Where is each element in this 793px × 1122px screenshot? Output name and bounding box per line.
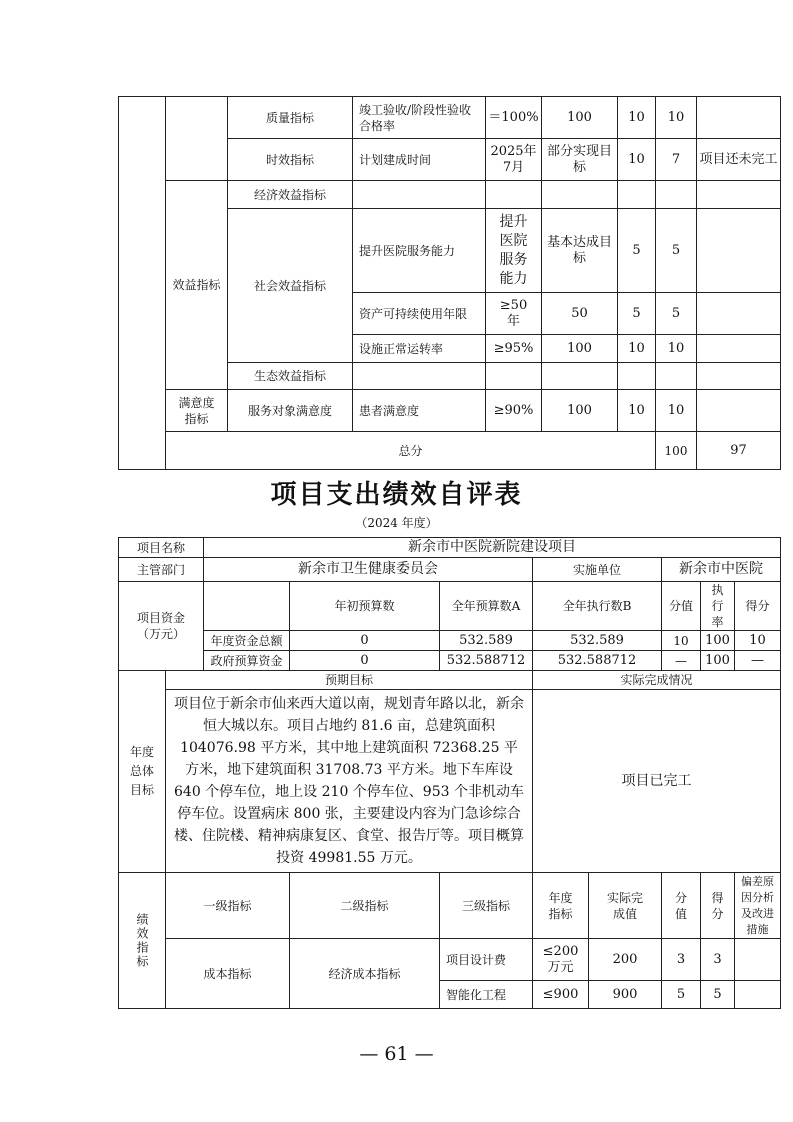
target-cell: ＝100%: [486, 97, 542, 139]
table-row: [119, 690, 781, 873]
blank-cell: [697, 363, 781, 390]
blank-cell: [697, 335, 781, 363]
score-cell: 10: [656, 335, 697, 363]
fund-score: 10: [735, 631, 781, 651]
score-cell: 5: [701, 981, 735, 1009]
level3-cell: 资产可持续使用年限: [353, 293, 486, 335]
score-cell: 7: [656, 139, 697, 181]
table-row: [119, 671, 781, 690]
table-row: [119, 939, 781, 981]
deviation-header: 偏差原因分析及改进措施: [735, 873, 781, 939]
note-cell: [697, 97, 781, 139]
score-cell: 10: [656, 390, 697, 432]
score-header: 得分: [735, 582, 781, 631]
table-row: [119, 432, 781, 470]
blank-cell: [542, 181, 618, 209]
project-name: 新余市中医院新院建设项目: [204, 538, 781, 558]
annual-goal-label: 年度总体目标: [119, 671, 166, 873]
score-cell: 10: [656, 97, 697, 139]
annual-budget-header: 全年预算数A: [440, 582, 533, 631]
weight-header: 分值: [662, 873, 701, 939]
fund-initial: 0: [290, 651, 440, 671]
actual-cell: 200: [589, 939, 662, 981]
table-row: [119, 631, 781, 651]
table-row: [119, 651, 781, 671]
level1-header: 一级指标: [166, 873, 290, 939]
economic-benefit-label: 经济效益指标: [228, 181, 353, 209]
actual-cell: 100: [542, 97, 618, 139]
initial-budget-header: 年初预算数: [290, 582, 440, 631]
unit-label: 实施单位: [533, 558, 662, 582]
note-cell: 项目还未完工: [697, 139, 781, 181]
target-cell: 提升医院服务能力: [486, 209, 542, 293]
fund-rate: 100: [701, 631, 735, 651]
expected-goal-header: 预期目标: [166, 671, 533, 690]
benefit-indicator-label: 效益指标: [166, 181, 228, 390]
target-cell: ≥50年: [486, 293, 542, 335]
blank-cell: [353, 181, 486, 209]
upper-performance-table: [118, 96, 781, 470]
blank-cell: [353, 363, 486, 390]
actual-cell: 100: [542, 335, 618, 363]
perf-indicator-label: 绩效指标: [119, 873, 166, 1009]
blank-cell: [486, 181, 542, 209]
annual-target-header: 年度指标: [533, 873, 589, 939]
level3-cell: 智能化工程: [440, 981, 533, 1009]
blank-cell: [166, 97, 228, 181]
blank-cell: [735, 939, 781, 981]
page-title: 项目支出绩效自评表: [270, 480, 523, 510]
self-evaluation-table: [118, 537, 781, 1009]
table-row: [119, 390, 781, 432]
fund-executed: 532.588712: [533, 651, 662, 671]
actual-cell: 部分实现目标: [542, 139, 618, 181]
economic-cost-label: 经济成本指标: [290, 939, 440, 1009]
dept-label: 主管部门: [119, 558, 204, 582]
score-cell: 5: [656, 209, 697, 293]
weight-cell: 5: [662, 981, 701, 1009]
goal-description: 项目位于新余市仙来西大道以南，规划青年路以北，新余恒大城以东。项目占地约 81.6 亩，总建筑面积 104076.98 平方米，其中地上建筑面积 72368.25 平方米，地下建筑面积 31708.73 平方米。地下车库设 640 个停车位，地上设 210 个停车位、953 个非机动车停车位。设置病床 800 张，主要建设内容为门急诊综合楼、住院楼、精神病康复区、食堂、报告厅等。项目概算投资 49981.55 万元。: [166, 690, 533, 873]
project-name-label: 项目名称: [119, 538, 204, 558]
dept: 新余市卫生健康委员会: [204, 558, 533, 582]
blank-cell: [735, 981, 781, 1009]
blank-cell: [204, 582, 290, 631]
level2-cell: 时效指标: [228, 139, 353, 181]
cost-indicator-label: 成本指标: [166, 939, 290, 1009]
target-cell: 2025年7月: [486, 139, 542, 181]
table-row: [119, 181, 781, 209]
level2-header: 二级指标: [290, 873, 440, 939]
unit: 新余市中医院: [662, 558, 781, 582]
total-label: 总分: [166, 432, 656, 470]
actual-cell: 50: [542, 293, 618, 335]
total-weight: 100: [656, 432, 697, 470]
score-cell: 5: [656, 293, 697, 335]
level3-cell: 提升医院服务能力: [353, 209, 486, 293]
level2-cell: 服务对象满意度: [228, 390, 353, 432]
weight-header: 分值: [662, 582, 701, 631]
weight-cell: 10: [618, 97, 656, 139]
weight-cell: 10: [618, 390, 656, 432]
fund-annual: 532.589: [440, 631, 533, 651]
fund-weight: —: [662, 651, 701, 671]
executed-header: 全年执行数B: [533, 582, 662, 631]
actual-status: 项目已完工: [533, 690, 781, 873]
page-number: — 61 —: [359, 1043, 434, 1065]
funds-label: 项目资金（万元）: [119, 582, 204, 671]
level3-cell: 项目设计费: [440, 939, 533, 981]
fund-executed: 532.589: [533, 631, 662, 651]
blank-cell: [542, 363, 618, 390]
blank-cell: [697, 390, 781, 432]
level3-cell: 计划建成时间: [353, 139, 486, 181]
actual-cell: 100: [542, 390, 618, 432]
actual-value-header: 实际完成值: [589, 873, 662, 939]
weight-cell: 5: [618, 293, 656, 335]
table-row: [119, 558, 781, 582]
score-cell: 3: [701, 939, 735, 981]
actual-cell: 基本达成目标: [542, 209, 618, 293]
level3-cell: 竣工验收/阶段性验收合格率: [353, 97, 486, 139]
table-row: [119, 538, 781, 558]
fund-rate: 100: [701, 651, 735, 671]
weight-cell: 3: [662, 939, 701, 981]
fund-weight: 10: [662, 631, 701, 651]
score-header: 得分: [701, 873, 735, 939]
blank-cell: [697, 181, 781, 209]
actual-cell: 900: [589, 981, 662, 1009]
rate-header: 执行率: [701, 582, 735, 631]
blank-cell: [697, 293, 781, 335]
target-cell: ≥95%: [486, 335, 542, 363]
blank-cell: [656, 181, 697, 209]
year-subtitle: （2024 年度）: [355, 516, 438, 530]
fund-score: —: [735, 651, 781, 671]
fund-row-label: 年度资金总额: [204, 631, 290, 651]
fund-initial: 0: [290, 631, 440, 651]
level2-cell: 质量指标: [228, 97, 353, 139]
table-row: [119, 97, 781, 139]
level3-cell: 设施正常运转率: [353, 335, 486, 363]
fund-annual: 532.588712: [440, 651, 533, 671]
blank-cell: [618, 363, 656, 390]
social-benefit-label: 社会效益指标: [228, 209, 353, 363]
total-score: 97: [697, 432, 781, 470]
level3-header: 三级指标: [440, 873, 533, 939]
blank-cell: [618, 181, 656, 209]
target-cell: ≤900: [533, 981, 589, 1009]
table-row: [119, 873, 781, 939]
blank-cell: [486, 363, 542, 390]
weight-cell: 10: [618, 335, 656, 363]
weight-cell: 10: [618, 139, 656, 181]
satisfaction-indicator-label: 满意度指标: [166, 390, 228, 432]
blank-cell: [656, 363, 697, 390]
target-cell: ≥90%: [486, 390, 542, 432]
actual-status-header: 实际完成情况: [533, 671, 781, 690]
target-cell: ≤200万元: [533, 939, 589, 981]
level3-cell: 患者满意度: [353, 390, 486, 432]
fund-row-label: 政府预算资金: [204, 651, 290, 671]
table-row: [119, 582, 781, 631]
ecological-benefit-label: 生态效益指标: [228, 363, 353, 390]
blank-cell: [119, 97, 166, 470]
blank-cell: [697, 209, 781, 293]
weight-cell: 5: [618, 209, 656, 293]
